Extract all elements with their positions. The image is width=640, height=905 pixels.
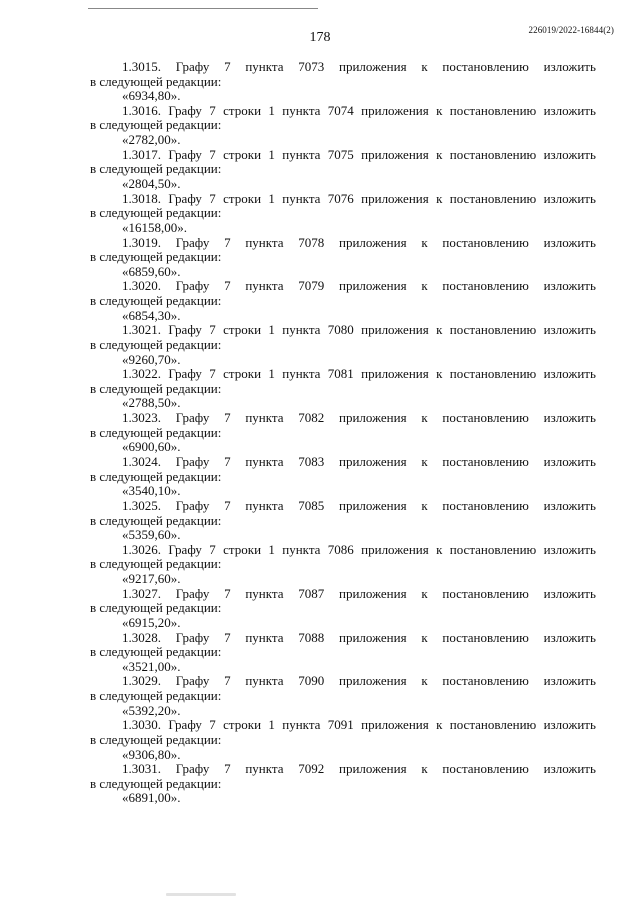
heading-word: к [436,541,443,557]
heading-word: приложения [339,673,407,689]
heading-word: изложить [543,278,596,294]
amendment-intro-line: в следующей редакции: [90,336,222,352]
heading-word: 1.3029. [122,673,161,689]
heading-word: пункта [282,366,321,382]
heading-word: строки [223,102,262,118]
heading-word: пункта [245,234,284,250]
amendment-heading-line [90,148,596,163]
amendment-intro-line: в следующей редакции: [90,205,222,221]
heading-word: Графу [168,146,202,162]
heading-word: изложить [543,585,596,601]
heading-word: постановлению [449,717,537,733]
heading-word: постановлению [449,322,537,338]
heading-word: к [436,717,443,733]
heading-word: Графу [175,234,210,250]
amendment-item [90,455,596,499]
heading-word: к [436,102,443,118]
heading-word: Графу [175,497,210,513]
heading-word: изложить [543,59,596,74]
amendment-heading-line [90,674,596,689]
heading-word: постановлению [442,59,529,74]
amendment-intro-line: в следующей редакции: [90,600,222,616]
amendment-value: «6891,00». [122,790,181,806]
heading-word: 7 [209,102,216,118]
heading-word: 7 [209,366,216,382]
heading-word: Графу [175,454,210,470]
amendment-value: «16158,00». [122,219,187,235]
heading-word: приложения [339,497,407,513]
heading-word: 7092 [298,761,325,777]
heading-word: пункта [282,541,321,557]
heading-word: строки [223,717,262,733]
heading-word: изложить [543,497,596,513]
amendment-item [90,762,596,806]
amendment-intro-line: в следующей редакции: [90,731,222,747]
amendment-heading-line [90,60,596,75]
amendment-item [90,323,596,367]
heading-word: к [421,497,428,513]
heading-word: 7 [224,410,231,426]
heading-word: 7 [224,454,231,470]
amendment-intro-line: в следующей редакции: [90,293,222,309]
heading-word: к [421,629,428,645]
amendment-heading-line [90,499,596,514]
heading-word: Графу [175,585,210,601]
heading-word: к [421,673,428,689]
heading-word: Графу [168,322,202,338]
amendment-heading-line [90,587,596,602]
heading-word: 7 [209,541,216,557]
heading-word: изложить [543,366,596,382]
heading-word: приложения [361,322,429,338]
amendment-heading-line [90,455,596,470]
heading-word: 1 [268,190,275,206]
heading-word: 7 [209,146,216,162]
heading-word: строки [223,146,262,162]
heading-word: 1.3028. [122,629,161,645]
amendment-heading-line [90,323,596,338]
amendment-heading-line [90,411,596,426]
amendment-value: «5359,60». [122,527,181,543]
heading-word: изложить [543,146,596,162]
amendment-intro-line: в следующей редакции: [90,73,222,89]
heading-word: приложения [339,454,407,470]
heading-word: изложить [543,454,596,470]
heading-word: постановлению [449,102,537,118]
heading-word: пункта [282,717,321,733]
heading-word: 7 [224,278,231,294]
heading-word: 7 [224,629,231,645]
amendment-value: «9217,60». [122,570,181,586]
heading-word: постановлению [442,234,529,250]
heading-word: пункта [282,102,321,118]
heading-word: Графу [175,410,210,426]
heading-word: изложить [543,761,596,777]
heading-word: 7 [224,497,231,513]
heading-word: 7087 [298,585,325,601]
heading-word: 7078 [298,234,325,250]
heading-word: 7088 [298,629,325,645]
heading-word: изложить [543,717,596,733]
amendment-intro-line: в следующей редакции: [90,512,222,528]
heading-word: 1 [268,366,275,382]
heading-word: 7085 [298,497,325,513]
amendment-item [90,587,596,631]
heading-word: Графу [175,278,210,294]
heading-word: постановлению [449,146,537,162]
amendment-heading-line [90,631,596,646]
amendment-heading-line [90,279,596,294]
heading-word: постановлению [442,585,529,601]
heading-word: пункта [282,146,321,162]
heading-word: постановлению [442,629,529,645]
heading-word: постановлению [442,454,529,470]
heading-word: 7 [224,761,231,777]
heading-word: Графу [175,673,210,689]
heading-word: приложения [361,366,429,382]
amendment-value: «3521,00». [122,658,181,674]
heading-word: 1.3016. [122,102,161,118]
amendment-heading-line [90,762,596,777]
heading-word: изложить [543,322,596,338]
amendment-heading-line [90,367,596,382]
amendment-intro-line: в следующей редакции: [90,424,222,440]
heading-word: приложения [361,102,429,118]
amendment-item [90,718,596,762]
heading-word: изложить [543,541,596,557]
amendment-item [90,631,596,675]
heading-word: приложения [361,190,429,206]
heading-word: 7076 [327,190,354,206]
heading-word: к [421,761,428,777]
heading-word: к [436,190,443,206]
amendment-item [90,192,596,236]
heading-word: 1.3020. [122,278,161,294]
amendment-intro-line: в следующей редакции: [90,468,222,484]
heading-word: Графу [168,190,202,206]
heading-word: 1.3027. [122,585,161,601]
heading-word: 1.3023. [122,410,161,426]
amendment-intro-line: в следующей редакции: [90,161,222,177]
heading-word: 1.3022. [122,366,161,382]
heading-word: пункта [245,673,284,689]
heading-word: 7 [209,322,216,338]
amendment-item [90,279,596,323]
heading-word: 7091 [327,717,354,733]
heading-word: приложения [361,146,429,162]
heading-word: пункта [245,761,284,777]
heading-word: постановлению [449,541,537,557]
heading-word: постановлению [442,761,529,777]
amendment-value: «2782,00». [122,132,181,148]
amendment-heading-line [90,543,596,558]
heading-word: приложения [339,585,407,601]
heading-word: к [421,454,428,470]
amendment-intro-line: в следующей редакции: [90,644,222,660]
top-scan-rule [88,8,318,9]
heading-word: 7074 [327,102,354,118]
heading-word: приложения [339,234,407,250]
heading-word: 7075 [327,146,354,162]
heading-word: 1.3018. [122,190,161,206]
heading-word: Графу [175,629,210,645]
heading-word: 1.3025. [122,497,161,513]
heading-word: 1.3021. [122,322,161,338]
amendment-value: «3540,10». [122,483,181,499]
amendment-value: «2804,50». [122,175,181,191]
amendment-item [90,236,596,280]
amendment-item [90,148,596,192]
heading-word: изложить [543,234,596,250]
heading-word: постановлению [442,673,529,689]
heading-word: пункта [245,497,284,513]
heading-word: 7 [209,717,216,733]
amendment-value: «9260,70». [122,351,181,367]
heading-word: изложить [543,102,596,118]
heading-word: к [421,410,428,426]
page-number: 178 [309,30,331,45]
heading-word: 1.3030. [122,717,161,733]
heading-word: к [421,278,428,294]
heading-word: Графу [168,102,202,118]
amendment-value: «6915,20». [122,614,181,630]
amendment-item [90,674,596,718]
amendment-intro-line: в следующей редакции: [90,688,222,704]
document-code: 226019/2022-16844(2) [528,25,614,35]
heading-word: 1.3015. [122,59,161,74]
amendment-heading-line [90,718,596,733]
heading-word: 7082 [298,410,325,426]
heading-word: 1 [268,102,275,118]
heading-word: пункта [282,322,321,338]
amendment-value: «6900,60». [122,439,181,455]
amendment-heading-line [90,236,596,251]
heading-word: строки [223,190,262,206]
heading-word: постановлению [442,278,529,294]
heading-word: Графу [168,541,202,557]
heading-word: пункта [245,629,284,645]
heading-word: изложить [543,410,596,426]
heading-word: 1 [268,146,275,162]
amendment-value: «2788,50». [122,395,181,411]
heading-word: 7 [224,585,231,601]
amendment-item [90,60,596,104]
amendment-item [90,104,596,148]
heading-word: 1.3024. [122,454,161,470]
heading-word: 7083 [298,454,325,470]
heading-word: приложения [339,761,407,777]
heading-word: приложения [339,278,407,294]
heading-word: Графу [168,366,202,382]
heading-word: пункта [282,190,321,206]
heading-word: пункта [245,410,284,426]
heading-word: к [436,322,443,338]
amendment-intro-line: в следующей редакции: [90,775,222,791]
heading-word: изложить [543,673,596,689]
heading-word: постановлению [442,497,529,513]
amendment-item [90,367,596,411]
amendment-heading-line [90,192,596,207]
heading-word: 7080 [327,322,354,338]
amendments-list [90,60,596,806]
heading-word: Графу [168,717,202,733]
amendment-heading-line [90,104,596,119]
heading-word: 7 [224,59,231,74]
heading-word: строки [223,366,262,382]
heading-word: 1 [268,322,275,338]
amendment-value: «5392,20». [122,702,181,718]
heading-word: 7 [209,190,216,206]
heading-word: 7079 [298,278,325,294]
heading-word: 7081 [327,366,354,382]
heading-word: пункта [245,454,284,470]
heading-word: 7090 [298,673,325,689]
heading-word: к [436,146,443,162]
heading-word: пункта [245,59,284,74]
amendment-item [90,411,596,455]
heading-word: изложить [543,190,596,206]
heading-word: строки [223,322,262,338]
amendment-item [90,499,596,543]
heading-word: 7 [224,234,231,250]
heading-word: 1.3026. [122,541,161,557]
heading-word: приложения [339,629,407,645]
heading-word: к [421,59,428,74]
amendment-value: «6854,30». [122,307,181,323]
heading-word: 7086 [327,541,354,557]
heading-word: пункта [245,278,284,294]
heading-word: Графу [175,761,210,777]
heading-word: 1.3019. [122,234,161,250]
heading-word: приложения [361,541,429,557]
heading-word: 1 [268,717,275,733]
amendment-value: «6934,80». [122,88,181,104]
amendment-intro-line: в следующей редакции: [90,249,222,265]
heading-word: приложения [339,59,407,74]
heading-word: 1 [268,541,275,557]
heading-word: изложить [543,629,596,645]
heading-word: постановлению [449,366,537,382]
heading-word: приложения [361,717,429,733]
heading-word: пункта [245,585,284,601]
amendment-intro-line: в следующей редакции: [90,380,222,396]
amendment-value: «9306,80». [122,746,181,762]
amendment-item [90,543,596,587]
scan-artifact [166,893,236,896]
heading-word: постановлению [449,190,537,206]
heading-word: приложения [339,410,407,426]
heading-word: 7073 [298,59,325,74]
amendment-intro-line: в следующей редакции: [90,556,222,572]
heading-word: к [421,234,428,250]
heading-word: 7 [224,673,231,689]
heading-word: строки [223,541,262,557]
heading-word: к [436,366,443,382]
amendment-intro-line: в следующей редакции: [90,117,222,133]
amendment-value: «6859,60». [122,263,181,279]
heading-word: Графу [175,59,210,74]
heading-word: 1.3017. [122,146,161,162]
heading-word: постановлению [442,410,529,426]
heading-word: 1.3031. [122,761,161,777]
heading-word: к [421,585,428,601]
